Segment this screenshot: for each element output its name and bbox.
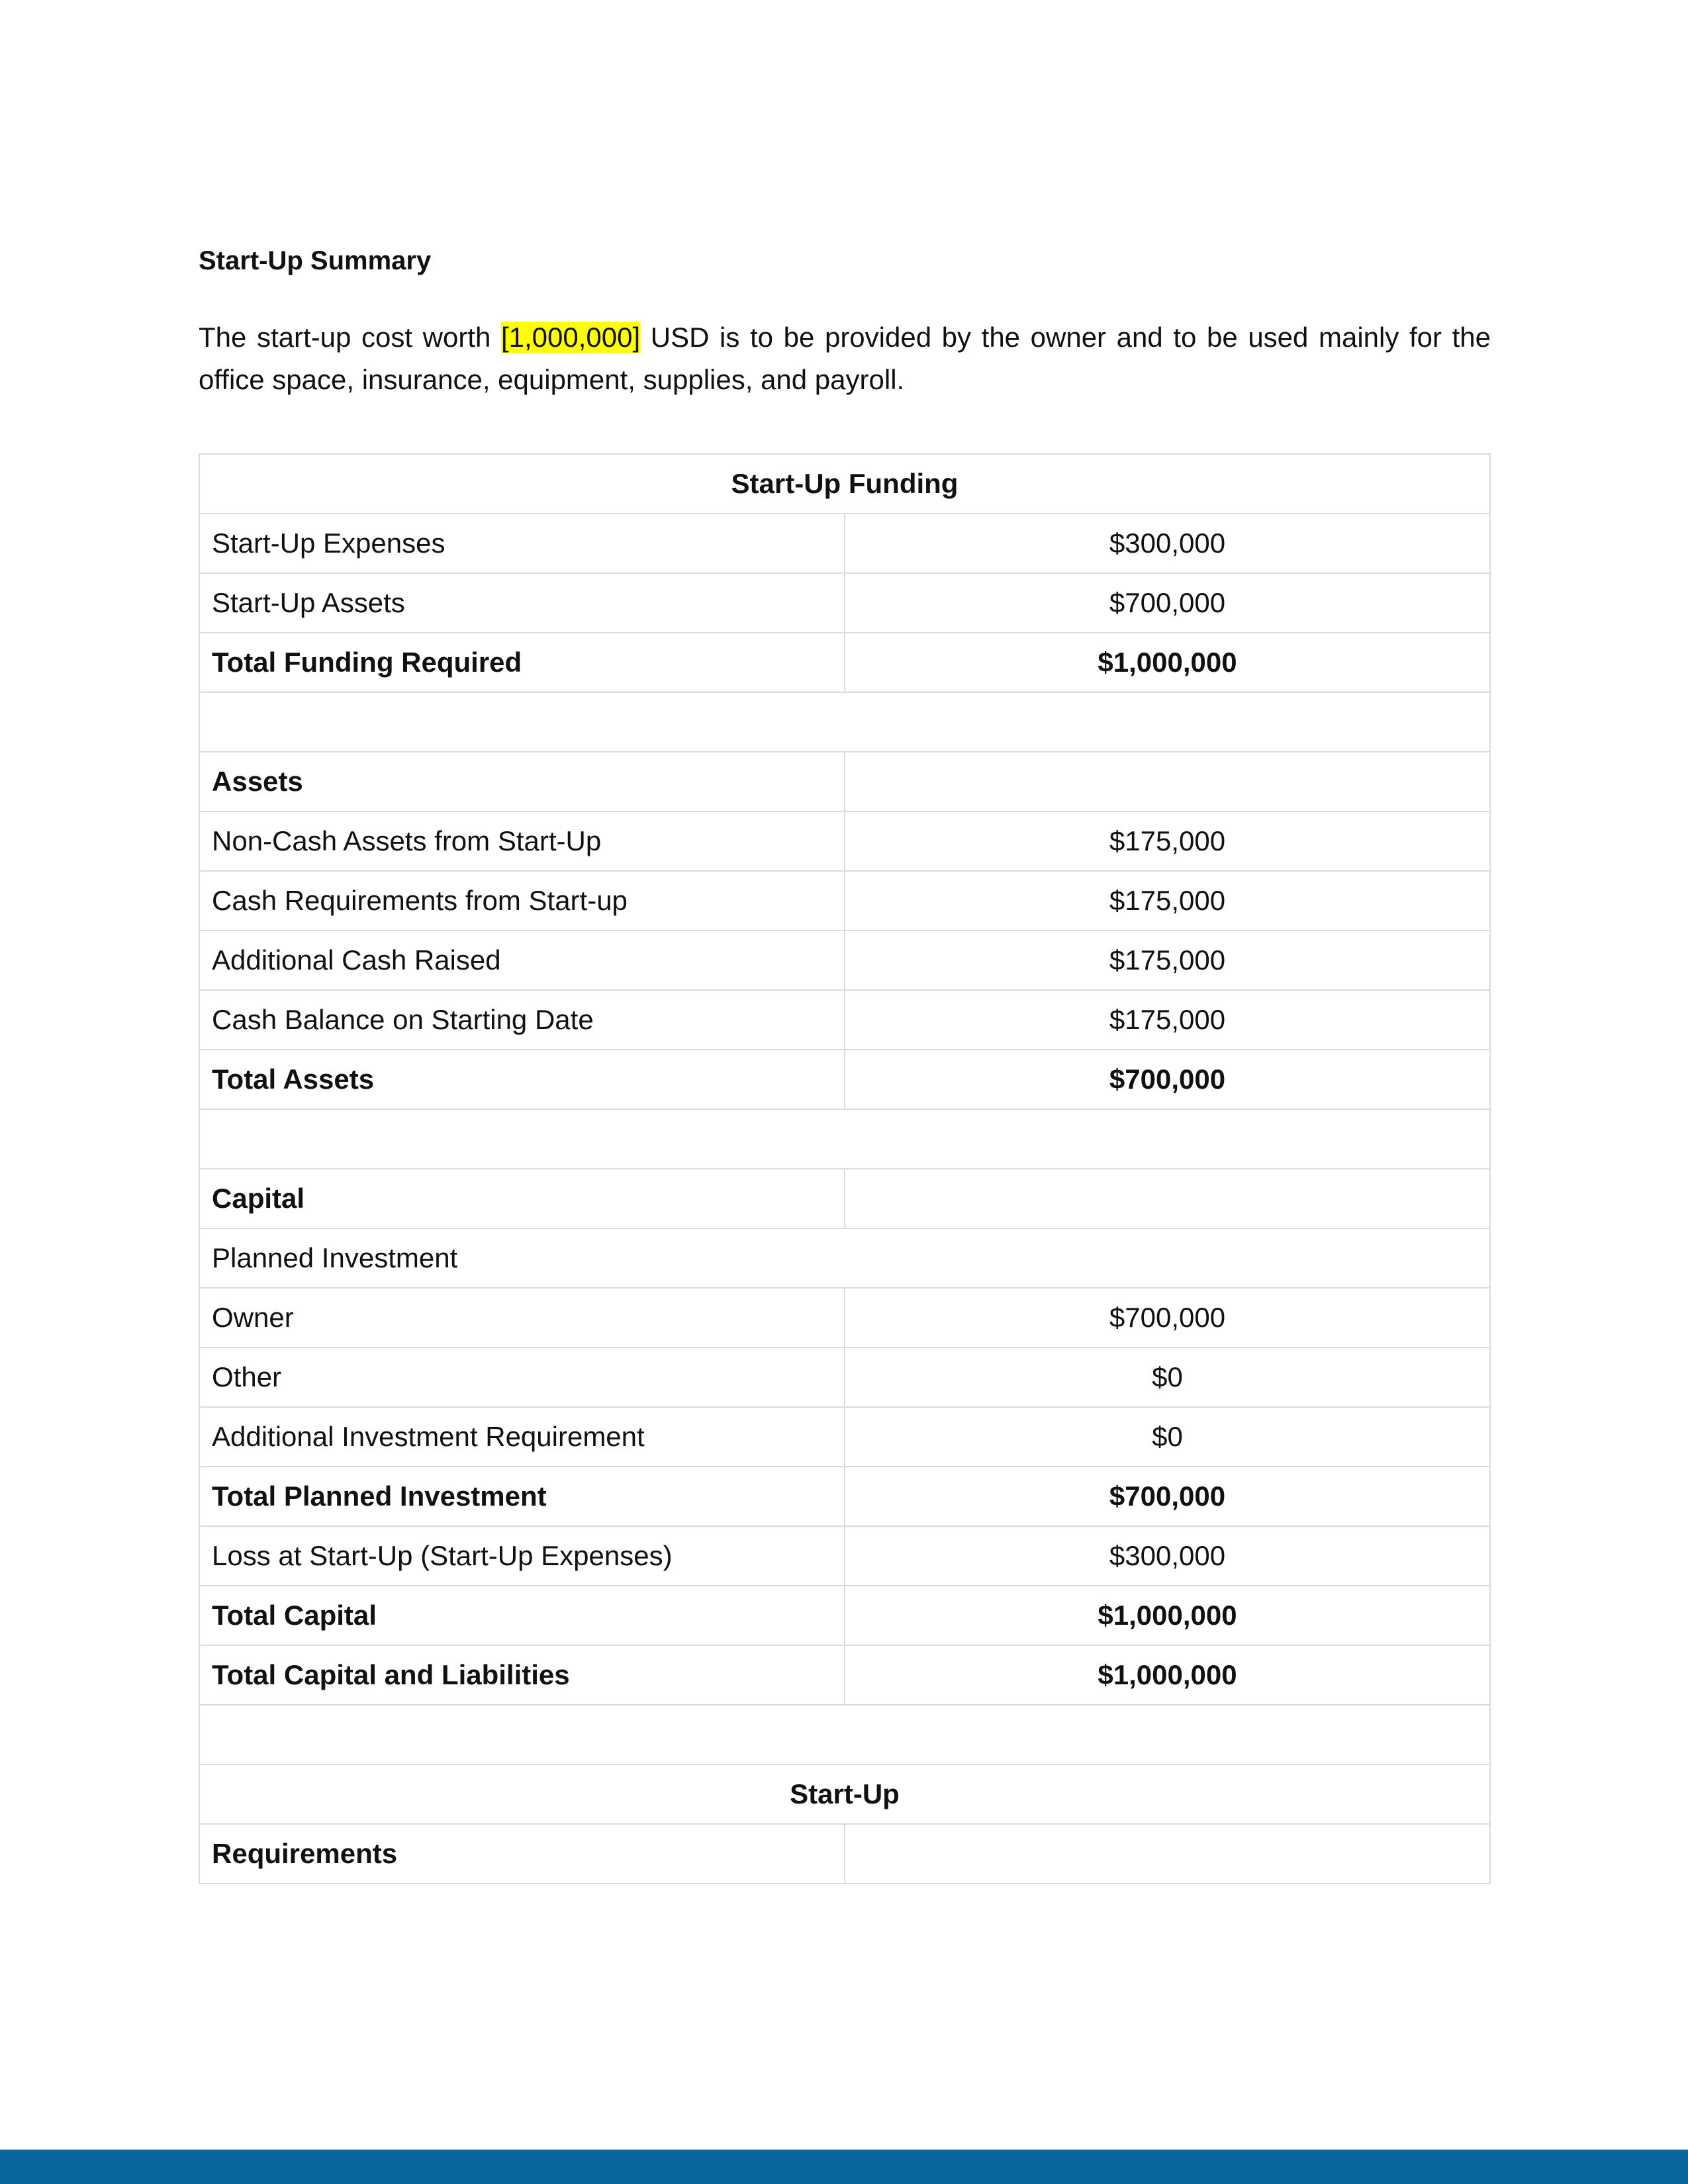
row-value: $0 [845,1347,1490,1407]
row-label: Assets [199,752,845,811]
row-label: Owner [199,1288,845,1347]
total-row [199,1050,1490,1109]
table-subtitle: Start-Up [199,1764,1490,1824]
spacer-row [199,692,1490,752]
table-row [199,573,1490,633]
row-value: $1,000,000 [845,633,1490,692]
table-row [199,1288,1490,1347]
row-value: $1,000,000 [845,1586,1490,1645]
row-label: Start-Up Assets [199,573,845,633]
table-row [199,1407,1490,1467]
row-label: Total Capital and Liabilities [199,1645,845,1705]
intro-text-start: The start-up cost worth [199,322,501,353]
row-label: Capital [199,1169,845,1228]
total-row [199,633,1490,692]
row-label: Total Assets [199,1050,845,1109]
startup-funding-table [199,453,1491,1884]
row-value: $175,000 [845,990,1490,1050]
row-value: $700,000 [845,1050,1490,1109]
row-value [845,752,1490,811]
table-row [199,1347,1490,1407]
table-row [199,871,1490,931]
row-value: $300,000 [845,1526,1490,1586]
row-value: $700,000 [845,1288,1490,1347]
row-label: Planned Investment [199,1228,1490,1288]
table-subtitle-row [199,1764,1490,1824]
row-value: $700,000 [845,573,1490,633]
row-value [845,1169,1490,1228]
table-row [199,1526,1490,1586]
row-label: Additional Investment Requirement [199,1407,845,1467]
intro-paragraph [199,316,1491,401]
table-row [199,931,1490,990]
row-label: Total Planned Investment [199,1467,845,1526]
row-label: Total Capital [199,1586,845,1645]
spacer-cell [199,1109,1490,1169]
row-value: $0 [845,1407,1490,1467]
total-row [199,1586,1490,1645]
row-value: $700,000 [845,1467,1490,1526]
row-value: $1,000,000 [845,1645,1490,1705]
row-label: Loss at Start-Up (Start-Up Expenses) [199,1526,845,1586]
row-value: $175,000 [845,871,1490,931]
section-header-row [199,752,1490,811]
table-row [199,811,1490,871]
intro-text-end: USD is to be provided by the owner and to be used mainly for the office space, insurance, equipment, supplies, and payroll. [199,322,1491,395]
row-label: Non-Cash Assets from Start-Up [199,811,845,871]
total-row [199,1467,1490,1526]
total-row [199,1645,1490,1705]
row-value: $300,000 [845,514,1490,573]
highlighted-amount: [1,000,000] [500,322,641,353]
section-header-row [199,1169,1490,1228]
row-label: Cash Requirements from Start-up [199,871,845,931]
table-row [199,514,1490,573]
row-value: $175,000 [845,931,1490,990]
row-label: Start-Up Expenses [199,514,845,573]
row-label: Requirements [199,1824,845,1884]
table-title-row [199,454,1490,514]
row-label: Other [199,1347,845,1407]
table-row [199,1228,1490,1288]
table-title: Start-Up Funding [199,454,1490,514]
section-heading: Start-Up Summary [199,246,432,275]
section-header-row [199,1824,1490,1884]
row-label: Total Funding Required [199,633,845,692]
spacer-cell [199,692,1490,752]
row-label: Additional Cash Raised [199,931,845,990]
table-row [199,990,1490,1050]
spacer-cell [199,1705,1490,1764]
spacer-row [199,1705,1490,1764]
document-body [199,238,1491,401]
footer-bar [0,2150,1688,2184]
row-value [845,1824,1490,1884]
row-value: $175,000 [845,811,1490,871]
spacer-row [199,1109,1490,1169]
row-label: Cash Balance on Starting Date [199,990,845,1050]
